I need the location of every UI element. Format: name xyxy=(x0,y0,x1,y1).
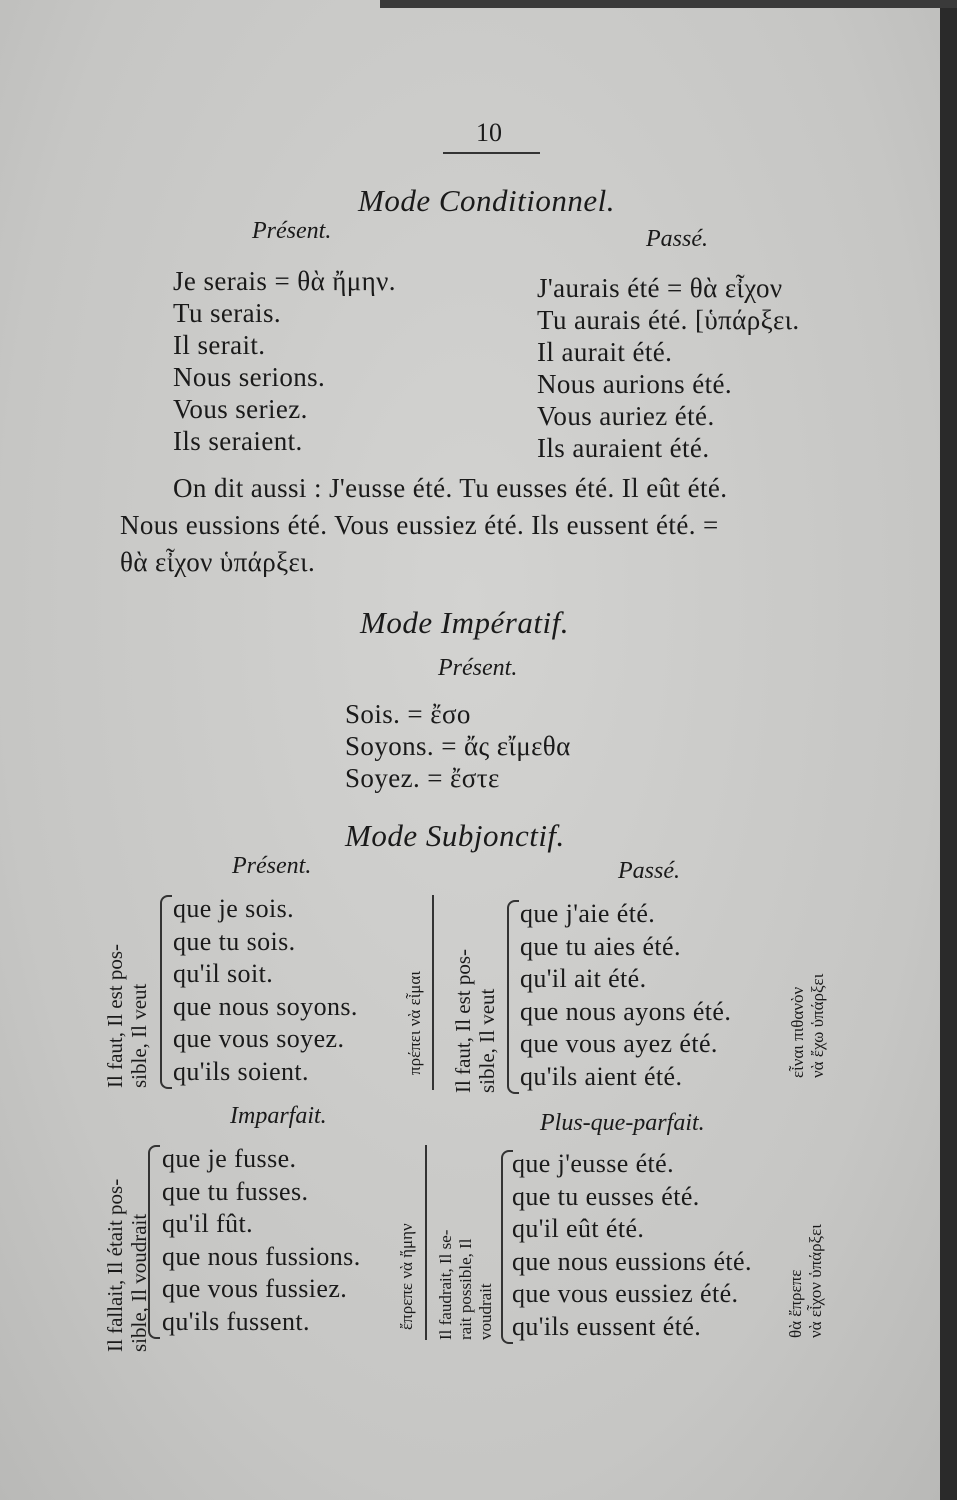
subjunctive-present-line: que je sois. xyxy=(173,894,295,923)
subjunctive-past-line: qu'il ait été. xyxy=(520,964,647,993)
conditional-past-line: J'aurais été = θὰ εἶχον xyxy=(537,273,783,303)
subjunctive-present-side-right: πρέπει νὰ εἶμαι xyxy=(405,971,424,1075)
imperative-list xyxy=(345,698,571,794)
subjunctive-present-line: que nous soyons. xyxy=(173,991,358,1021)
subjunctive-past-line: qu'ils aient été. xyxy=(520,1061,683,1091)
side-left-line: sible, Il veut xyxy=(127,983,151,1088)
book-spine xyxy=(940,0,957,1500)
imperative-title: Mode Impératif. xyxy=(360,605,569,640)
subjunctive-past-side-right xyxy=(788,974,828,1078)
subjunctive-past-label: Passé. xyxy=(618,858,680,884)
subjunctive-imperfect-label: Imparfait. xyxy=(230,1103,327,1129)
conditional-note-line: θὰ εἶχον ὑπάρξει. xyxy=(120,547,316,577)
conditional-title: Mode Conditionnel. xyxy=(358,183,615,218)
subjunctive-imperfect-line: que tu fusses. xyxy=(162,1176,309,1206)
imperative-line: Soyons. = ἄς εἴμεθα xyxy=(345,731,571,761)
conditional-note-line: Nous eussions été. Vous eussiez été. Ils eussent été. = xyxy=(120,510,719,540)
side-left-line: voudrait xyxy=(476,1283,495,1340)
side-right-line: νὰ ἔχω ὑπάρξει xyxy=(808,973,827,1078)
subjunctive-past-line: que tu aies été. xyxy=(520,931,681,961)
subjunctive-past-side-left xyxy=(451,949,499,1093)
page-number: 10 xyxy=(476,118,502,147)
conditional-past-line: Vous auriez été. xyxy=(537,401,715,431)
conditional-present-line: Ils seraient. xyxy=(173,426,303,456)
page-top-edge xyxy=(380,0,957,8)
page-number-rule xyxy=(443,152,540,154)
side-right-line: εἶναι πιθανὸν xyxy=(788,986,807,1078)
subjunctive-past-line: que j'aie été. xyxy=(520,899,656,928)
column-divider xyxy=(432,895,434,1090)
past-brace xyxy=(507,900,519,1094)
subjunctive-pluperfect-label: Plus-que-parfait. xyxy=(540,1110,705,1136)
subjunctive-present-side-left xyxy=(103,944,151,1088)
conditional-present-line: Je serais = θὰ ἤμην. xyxy=(173,266,396,296)
side-left-line: Il faut, Il est pos- xyxy=(451,948,475,1093)
subjunctive-title: Mode Subjonctif. xyxy=(345,818,565,853)
subjunctive-present-line: que tu sois. xyxy=(173,926,296,956)
subjunctive-past-line: que nous ayons été. xyxy=(520,996,732,1026)
side-left-line: Il faudrait, Il se- xyxy=(436,1229,455,1340)
conditional-note-line: On dit aussi : J'eusse été. Tu eusses été. Il eût été. xyxy=(173,473,728,503)
conditional-present-label: Présent. xyxy=(252,218,332,244)
subjunctive-imperfect-line: que nous fussions. xyxy=(162,1241,361,1271)
conditional-past-label: Passé. xyxy=(646,226,708,252)
conditional-present-line: Il serait. xyxy=(173,330,266,360)
conditional-past-line: Nous aurions été. xyxy=(537,369,733,399)
conditional-present-line: Vous seriez. xyxy=(173,394,308,424)
side-left-line: Il fallait, Il était pos- xyxy=(103,1178,127,1352)
subjunctive-pluperfect-line: qu'ils eussent été. xyxy=(512,1311,702,1341)
subjunctive-imperfect-side-left xyxy=(103,1179,151,1352)
side-left-line: rait possible, Il xyxy=(456,1238,475,1340)
subjunctive-pluperfect-list xyxy=(512,1148,752,1343)
side-left-line: sible, Il voudrait xyxy=(127,1213,151,1352)
subjunctive-present-list xyxy=(173,893,358,1088)
conditional-past-line: Il aurait été. xyxy=(537,337,673,367)
imperative-line: Soyez. = ἔστε xyxy=(345,763,500,793)
subjunctive-pluperfect-line: que vous eussiez été. xyxy=(512,1279,739,1308)
imperative-present-label: Présent. xyxy=(438,655,518,681)
subjunctive-pluperfect-line: qu'il eût été. xyxy=(512,1214,645,1243)
subjunctive-present-line: que vous soyez. xyxy=(173,1024,345,1053)
subjunctive-imperfect-side-right: ἔπρεπε νὰ ἤμην xyxy=(397,1223,416,1330)
subjunctive-past-line: que vous ayez été. xyxy=(520,1029,718,1058)
subjunctive-pluperfect-line: que j'eusse été. xyxy=(512,1149,674,1178)
subjunctive-pluperfect-side-left xyxy=(436,1230,496,1340)
conditional-present-list xyxy=(173,265,396,457)
side-left-line: Il faut, Il est pos- xyxy=(103,943,127,1088)
side-right-line: θὰ ἔπρεπε xyxy=(786,1269,805,1338)
conditional-present-line: Tu serais. xyxy=(173,298,282,328)
subjunctive-pluperfect-side-right xyxy=(786,1224,826,1338)
subjunctive-imperfect-line: que je fusse. xyxy=(162,1144,297,1173)
conditional-past-line: Ils auraient été. xyxy=(537,433,710,463)
subjunctive-pluperfect-line: que tu eusses été. xyxy=(512,1181,700,1211)
conditional-past-line: Tu aurais été. [ὑπάρξει. xyxy=(537,305,800,335)
subjunctive-imperfect-line: qu'ils fussent. xyxy=(162,1306,310,1336)
column-divider xyxy=(425,1145,427,1340)
subjunctive-imperfect-line: qu'il fût. xyxy=(162,1209,254,1238)
imperative-line: Sois. = ἔσο xyxy=(345,699,471,729)
side-left-line: sible, Il veut xyxy=(475,988,499,1093)
conditional-past-list xyxy=(537,272,800,464)
subjunctive-present-line: qu'il soit. xyxy=(173,959,274,988)
conditional-present-line: Nous serions. xyxy=(173,362,326,392)
present-brace xyxy=(160,895,172,1089)
subjunctive-pluperfect-line: que nous eussions été. xyxy=(512,1246,752,1276)
subjunctive-imperfect-line: que vous fussiez. xyxy=(162,1274,348,1303)
subjunctive-present-line: qu'ils soient. xyxy=(173,1056,309,1086)
subjunctive-past-list xyxy=(520,898,731,1093)
subjunctive-imperfect-list xyxy=(162,1143,361,1338)
imperfect-brace xyxy=(148,1145,160,1339)
subjunctive-present-label: Présent. xyxy=(232,853,312,879)
side-right-line: νὰ εἶχον ὑπάρξει xyxy=(806,1224,825,1338)
